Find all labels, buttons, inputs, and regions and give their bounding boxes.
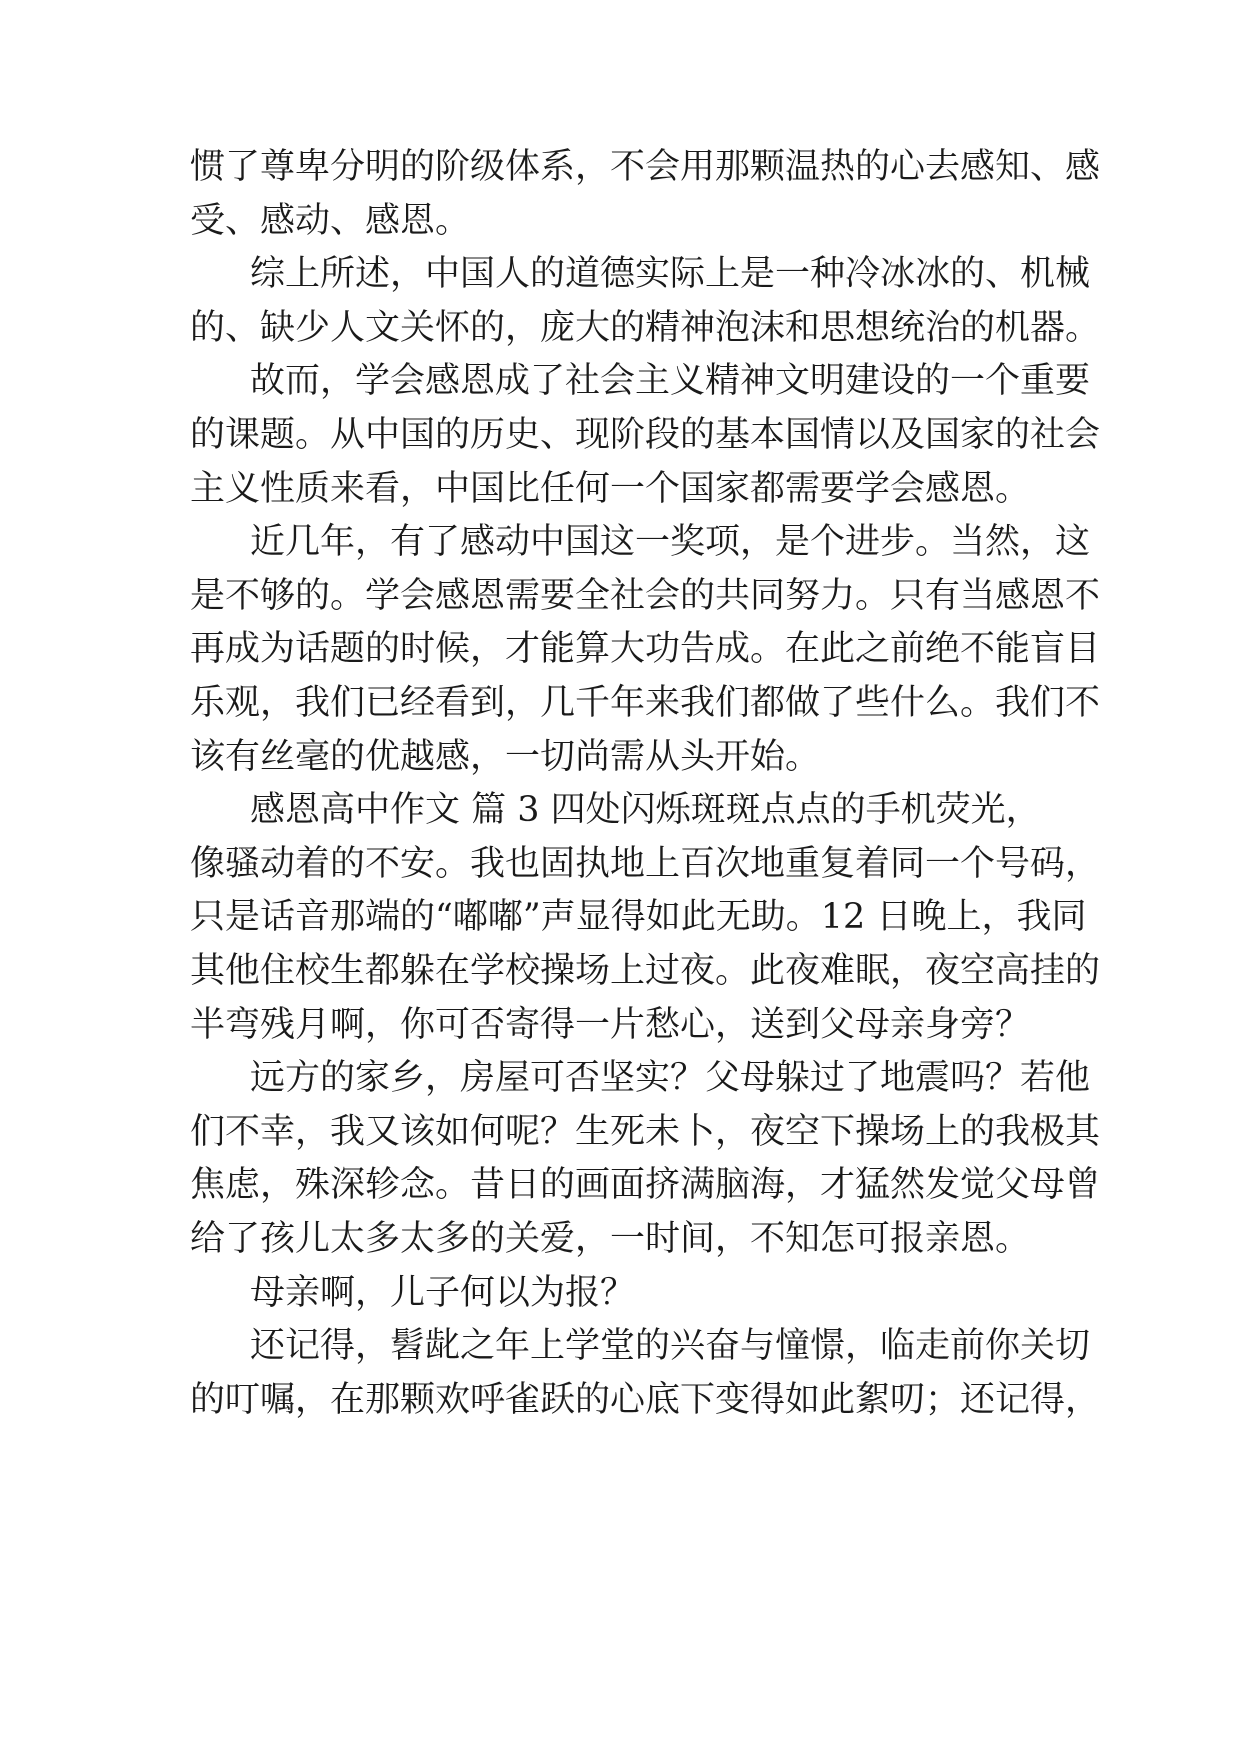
text-line: 的课题。从中国的历史、现阶段的基本国情以及国家的社会 <box>190 415 1101 455</box>
text-line: 像骚动着的不安。我也固执地上百次地重复着同一个号码， <box>190 844 1101 884</box>
text-line: 半弯残月啊，你可否寄得一片愁心，送到父母亲身旁？ <box>190 1005 1031 1045</box>
text-line: 们不幸，我又该如何呢？生死未卜，夜空下操场上的我极其 <box>190 1112 1101 1152</box>
text-line: 近几年，有了感动中国这一奖项，是个进步。当然，这 <box>250 522 1091 562</box>
text-line: 故而，学会感恩成了社会主义精神文明建设的一个重要 <box>250 361 1091 401</box>
text-line: 惯了尊卑分明的阶级体系，不会用那颗温热的心去感知、感 <box>190 147 1101 187</box>
text-line: 该有丝毫的优越感，一切尚需从头开始。 <box>190 737 821 777</box>
text-line: 其他住校生都躲在学校操场上过夜。此夜难眠，夜空高挂的 <box>190 951 1101 991</box>
text-line: 远方的家乡，房屋可否坚实？父母躲过了地震吗？若他 <box>250 1058 1091 1098</box>
text-line: 主义性质来看，中国比任何一个国家都需要学会感恩。 <box>190 469 1031 509</box>
text-line: 还记得，髫龀之年上学堂的兴奋与憧憬，临走前你关切 <box>250 1326 1091 1366</box>
text-line: 给了孩儿太多太多的关爱，一时间，不知怎可报亲恩。 <box>190 1219 1031 1259</box>
text-line: 综上所述，中国人的道德实际上是一种冷冰冰的、机械 <box>250 254 1091 294</box>
text-line: 感恩高中作文 篇 3 四处闪烁斑斑点点的手机荧光， <box>250 790 1041 830</box>
text-line: 乐观，我们已经看到，几千年来我们都做了些什么。我们不 <box>190 683 1101 723</box>
text-line: 是不够的。学会感恩需要全社会的共同努力。只有当感恩不 <box>190 576 1101 616</box>
text-line: 焦虑，殊深轸念。昔日的画面挤满脑海，才猛然发觉父母曾 <box>190 1165 1101 1205</box>
text-line: 母亲啊，儿子何以为报？ <box>250 1273 636 1313</box>
text-line: 的、缺少人文关怀的，庞大的精神泡沫和思想统治的机器。 <box>190 308 1101 348</box>
text-line: 再成为话题的时候，才能算大功告成。在此之前绝不能盲目 <box>190 629 1101 669</box>
text-line: 的叮嘱，在那颗欢呼雀跃的心底下变得如此絮叨；还记得， <box>190 1380 1101 1420</box>
text-line: 受、感动、感恩。 <box>190 201 471 241</box>
text-line: 只是话音那端的“嘟嘟”声显得如此无助。12 日晚上，我同 <box>190 897 1087 937</box>
